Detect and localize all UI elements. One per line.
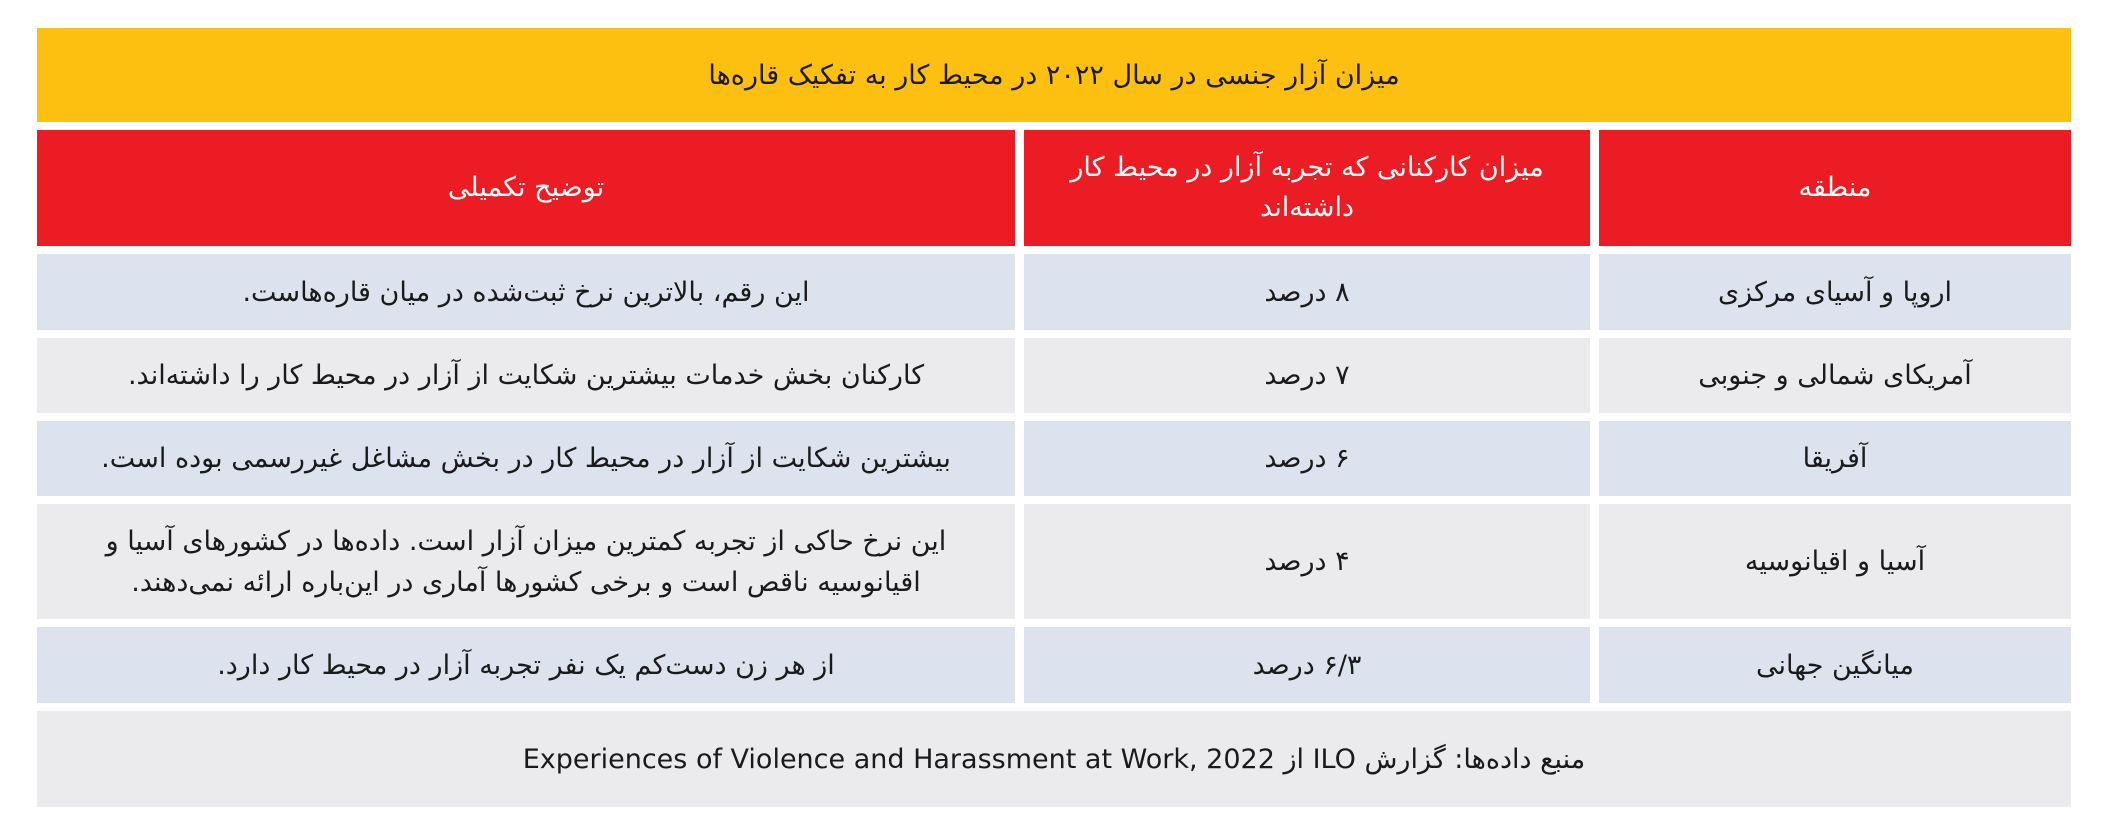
cell-note: این نرخ حاکی از تجربه کمترین میزان آزار است. داده‌ها در کشورهای آسیا و اقیانوسیه ناقص است و برخی کشورها آماری در این‌باره ارائه نمی‌دهند. <box>37 504 1015 619</box>
header-row <box>37 130 2071 246</box>
cell-rate: ۶ درصد <box>1024 421 1590 496</box>
cell-rate: ۸ درصد <box>1024 254 1590 330</box>
cell-region: آفریقا <box>1599 421 2071 496</box>
cell-region: اروپا و آسیای مرکزی <box>1599 254 2071 330</box>
cell-region: آسیا و اقیانوسیه <box>1599 504 2071 619</box>
header-rate: میزان کارکنانی که تجربه آزار در محیط کار داشته‌اند <box>1024 130 1590 246</box>
header-region: منطقه <box>1599 130 2071 246</box>
table-row <box>37 627 2071 703</box>
table-row <box>37 338 2071 413</box>
data-table <box>37 28 2071 807</box>
table-row <box>37 254 2071 330</box>
cell-note: بیشترین شکایت از آزار در محیط کار در بخش مشاغل غیررسمی بوده است. <box>37 421 1015 496</box>
cell-rate: ۶/۳ درصد <box>1024 627 1590 703</box>
source-note: منبع داده‌ها: گزارش ILO از Experiences of Violence and Harassment at Work, 2022 <box>37 711 2071 807</box>
cell-note: کارکنان بخش خدمات بیشترین شکایت از آزار در محیط کار را داشته‌اند. <box>37 338 1015 413</box>
cell-region: میانگین جهانی <box>1599 627 2071 703</box>
header-note: توضیح تکمیلی <box>37 130 1015 246</box>
table-row <box>37 504 2071 619</box>
table-title: میزان آزار جنسی در سال ۲۰۲۲ در محیط کار به تفکیک قاره‌ها <box>37 28 2071 122</box>
cell-rate: ۷ درصد <box>1024 338 1590 413</box>
table-row <box>37 421 2071 496</box>
cell-note: این رقم، بالاترین نرخ ثبت‌شده در میان قاره‌هاست. <box>37 254 1015 330</box>
cell-region: آمریکای شمالی و جنوبی <box>1599 338 2071 413</box>
cell-rate: ۴ درصد <box>1024 504 1590 619</box>
cell-note: از هر زن دست‌کم یک نفر تجربه آزار در محیط کار دارد. <box>37 627 1015 703</box>
